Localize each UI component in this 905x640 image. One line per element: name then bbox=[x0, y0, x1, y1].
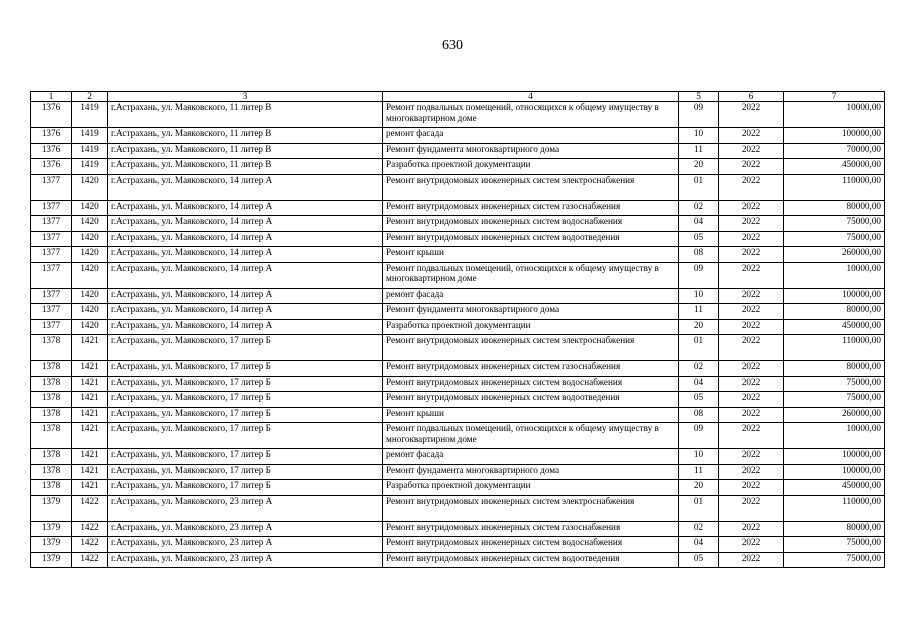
address-cell: г.Астрахань, ул. Маяковского, 14 литер А bbox=[108, 319, 383, 335]
work-code-cell: 20 bbox=[679, 480, 719, 496]
table-row bbox=[31, 521, 885, 537]
work-code-cell: 01 bbox=[679, 335, 719, 361]
table-row bbox=[31, 216, 885, 232]
record-number-cell: 1377 bbox=[31, 319, 72, 335]
address-cell: г.Астрахань, ул. Маяковского, 23 литер А bbox=[108, 495, 383, 521]
work-type-cell: Ремонт внутридомовых инженерных систем водоснабжения bbox=[383, 376, 679, 392]
address-cell: г.Астрахань, ул. Маяковского, 14 литер А bbox=[108, 247, 383, 263]
amount-cell: 75000,00 bbox=[784, 376, 885, 392]
record-number-cell: 1378 bbox=[31, 392, 72, 408]
address-cell: г.Астрахань, ул. Маяковского, 14 литер А bbox=[108, 262, 383, 288]
work-type-cell: Ремонт внутридомовых инженерных систем водоснабжения bbox=[383, 216, 679, 232]
year-cell: 2022 bbox=[719, 376, 784, 392]
house-id-cell: 1420 bbox=[72, 319, 108, 335]
work-code-cell: 04 bbox=[679, 216, 719, 232]
column-header: 4 bbox=[383, 92, 679, 102]
work-code-cell: 05 bbox=[679, 552, 719, 568]
work-code-cell: 11 bbox=[679, 304, 719, 320]
house-id-cell: 1420 bbox=[72, 262, 108, 288]
record-number-cell: 1377 bbox=[31, 200, 72, 216]
year-cell: 2022 bbox=[719, 102, 784, 128]
year-cell: 2022 bbox=[719, 200, 784, 216]
house-id-cell: 1421 bbox=[72, 423, 108, 449]
record-number-cell: 1378 bbox=[31, 480, 72, 496]
work-type-cell: Ремонт внутридомовых инженерных систем водоотведения bbox=[383, 392, 679, 408]
table-row bbox=[31, 495, 885, 521]
work-type-cell: Ремонт крыши bbox=[383, 247, 679, 263]
house-id-cell: 1422 bbox=[72, 552, 108, 568]
year-cell: 2022 bbox=[719, 464, 784, 480]
work-code-cell: 02 bbox=[679, 200, 719, 216]
work-code-cell: 09 bbox=[679, 102, 719, 128]
table-row bbox=[31, 537, 885, 553]
year-cell: 2022 bbox=[719, 495, 784, 521]
work-type-cell: Ремонт внутридомовых инженерных систем электроснабжения bbox=[383, 495, 679, 521]
address-cell: г.Астрахань, ул. Маяковского, 11 литер В bbox=[108, 128, 383, 144]
year-cell: 2022 bbox=[719, 449, 784, 465]
house-id-cell: 1420 bbox=[72, 174, 108, 200]
table-row bbox=[31, 262, 885, 288]
amount-cell: 450000,00 bbox=[784, 159, 885, 175]
table-row bbox=[31, 392, 885, 408]
address-cell: г.Астрахань, ул. Маяковского, 17 литер Б bbox=[108, 392, 383, 408]
work-code-cell: 20 bbox=[679, 159, 719, 175]
amount-cell: 75000,00 bbox=[784, 392, 885, 408]
table-row bbox=[31, 552, 885, 568]
work-code-cell: 01 bbox=[679, 495, 719, 521]
address-cell: г.Астрахань, ул. Маяковского, 17 литер Б bbox=[108, 376, 383, 392]
table-row bbox=[31, 231, 885, 247]
address-cell: г.Астрахань, ул. Маяковского, 11 литер В bbox=[108, 143, 383, 159]
work-code-cell: 08 bbox=[679, 407, 719, 423]
page-number: 630 bbox=[442, 38, 463, 53]
work-type-cell: Ремонт подвальных помещений, относящихся к общему имуществу в многоквартирном доме bbox=[383, 262, 679, 288]
work-type-cell: Ремонт внутридомовых инженерных систем электроснабжения bbox=[383, 174, 679, 200]
work-code-cell: 10 bbox=[679, 288, 719, 304]
record-number-cell: 1379 bbox=[31, 552, 72, 568]
year-cell: 2022 bbox=[719, 361, 784, 377]
column-header: 6 bbox=[719, 92, 784, 102]
table-row bbox=[31, 247, 885, 263]
address-cell: г.Астрахань, ул. Маяковского, 14 литер А bbox=[108, 231, 383, 247]
record-number-cell: 1379 bbox=[31, 521, 72, 537]
record-number-cell: 1378 bbox=[31, 407, 72, 423]
house-id-cell: 1421 bbox=[72, 376, 108, 392]
work-type-cell: Ремонт подвальных помещений, относящихся к общему имуществу в многоквартирном доме bbox=[383, 423, 679, 449]
year-cell: 2022 bbox=[719, 552, 784, 568]
house-id-cell: 1422 bbox=[72, 495, 108, 521]
house-id-cell: 1419 bbox=[72, 159, 108, 175]
column-header: 2 bbox=[72, 92, 108, 102]
column-header: 1 bbox=[31, 92, 72, 102]
address-cell: г.Астрахань, ул. Маяковского, 17 литер Б bbox=[108, 464, 383, 480]
table-row bbox=[31, 361, 885, 377]
amount-cell: 80000,00 bbox=[784, 521, 885, 537]
house-id-cell: 1421 bbox=[72, 407, 108, 423]
house-id-cell: 1420 bbox=[72, 288, 108, 304]
record-number-cell: 1376 bbox=[31, 128, 72, 144]
record-number-cell: 1378 bbox=[31, 335, 72, 361]
amount-cell: 110000,00 bbox=[784, 495, 885, 521]
year-cell: 2022 bbox=[719, 319, 784, 335]
work-code-cell: 01 bbox=[679, 174, 719, 200]
table-row bbox=[31, 464, 885, 480]
amount-cell: 75000,00 bbox=[784, 552, 885, 568]
work-code-cell: 11 bbox=[679, 143, 719, 159]
work-code-cell: 02 bbox=[679, 361, 719, 377]
work-type-cell: ремонт фасада bbox=[383, 128, 679, 144]
amount-cell: 10000,00 bbox=[784, 423, 885, 449]
address-cell: г.Астрахань, ул. Маяковского, 11 литер В bbox=[108, 102, 383, 128]
work-code-cell: 20 bbox=[679, 319, 719, 335]
work-type-cell: Ремонт фундамента многоквартирного дома bbox=[383, 143, 679, 159]
amount-cell: 110000,00 bbox=[784, 335, 885, 361]
year-cell: 2022 bbox=[719, 423, 784, 449]
amount-cell: 10000,00 bbox=[784, 262, 885, 288]
year-cell: 2022 bbox=[719, 174, 784, 200]
year-cell: 2022 bbox=[719, 480, 784, 496]
house-id-cell: 1421 bbox=[72, 480, 108, 496]
record-number-cell: 1377 bbox=[31, 247, 72, 263]
address-cell: г.Астрахань, ул. Маяковского, 14 литер А bbox=[108, 288, 383, 304]
work-type-cell: ремонт фасада bbox=[383, 288, 679, 304]
house-id-cell: 1420 bbox=[72, 304, 108, 320]
work-type-cell: Ремонт внутридомовых инженерных систем водоотведения bbox=[383, 231, 679, 247]
work-type-cell: Разработка проектной документации bbox=[383, 480, 679, 496]
address-cell: г.Астрахань, ул. Маяковского, 17 литер Б bbox=[108, 449, 383, 465]
work-type-cell: Ремонт внутридомовых инженерных систем газоснабжения bbox=[383, 521, 679, 537]
amount-cell: 100000,00 bbox=[784, 128, 885, 144]
house-id-cell: 1421 bbox=[72, 392, 108, 408]
year-cell: 2022 bbox=[719, 407, 784, 423]
record-number-cell: 1379 bbox=[31, 537, 72, 553]
amount-cell: 450000,00 bbox=[784, 480, 885, 496]
amount-cell: 260000,00 bbox=[784, 407, 885, 423]
amount-cell: 75000,00 bbox=[784, 537, 885, 553]
work-type-cell: Разработка проектной документации bbox=[383, 159, 679, 175]
record-number-cell: 1378 bbox=[31, 361, 72, 377]
record-number-cell: 1376 bbox=[31, 159, 72, 175]
work-type-cell: Ремонт крыши bbox=[383, 407, 679, 423]
record-number-cell: 1378 bbox=[31, 449, 72, 465]
work-code-cell: 10 bbox=[679, 449, 719, 465]
house-id-cell: 1420 bbox=[72, 200, 108, 216]
table-row bbox=[31, 200, 885, 216]
repair-register-table bbox=[30, 91, 885, 568]
work-type-cell: Ремонт внутридомовых инженерных систем электроснабжения bbox=[383, 335, 679, 361]
house-id-cell: 1420 bbox=[72, 247, 108, 263]
house-id-cell: 1419 bbox=[72, 143, 108, 159]
record-number-cell: 1376 bbox=[31, 102, 72, 128]
work-type-cell: Ремонт внутридомовых инженерных систем водоснабжения bbox=[383, 537, 679, 553]
work-type-cell: Ремонт внутридомовых инженерных систем газоснабжения bbox=[383, 200, 679, 216]
table-row bbox=[31, 159, 885, 175]
record-number-cell: 1377 bbox=[31, 304, 72, 320]
address-cell: г.Астрахань, ул. Маяковского, 23 литер А bbox=[108, 521, 383, 537]
table-row bbox=[31, 480, 885, 496]
work-code-cell: 05 bbox=[679, 231, 719, 247]
house-id-cell: 1421 bbox=[72, 464, 108, 480]
column-number-row bbox=[31, 92, 885, 102]
house-id-cell: 1422 bbox=[72, 537, 108, 553]
work-code-cell: 09 bbox=[679, 262, 719, 288]
record-number-cell: 1377 bbox=[31, 231, 72, 247]
amount-cell: 100000,00 bbox=[784, 288, 885, 304]
year-cell: 2022 bbox=[719, 262, 784, 288]
amount-cell: 10000,00 bbox=[784, 102, 885, 128]
amount-cell: 75000,00 bbox=[784, 216, 885, 232]
table-header bbox=[31, 92, 885, 102]
record-number-cell: 1379 bbox=[31, 495, 72, 521]
table-row bbox=[31, 376, 885, 392]
address-cell: г.Астрахань, ул. Маяковского, 23 литер А bbox=[108, 537, 383, 553]
amount-cell: 80000,00 bbox=[784, 304, 885, 320]
column-header: 7 bbox=[784, 92, 885, 102]
year-cell: 2022 bbox=[719, 521, 784, 537]
house-id-cell: 1420 bbox=[72, 231, 108, 247]
amount-cell: 80000,00 bbox=[784, 361, 885, 377]
table-row bbox=[31, 304, 885, 320]
table-row bbox=[31, 128, 885, 144]
house-id-cell: 1422 bbox=[72, 521, 108, 537]
table-row bbox=[31, 102, 885, 128]
table-row bbox=[31, 449, 885, 465]
work-type-cell: Разработка проектной документации bbox=[383, 319, 679, 335]
table-row bbox=[31, 407, 885, 423]
year-cell: 2022 bbox=[719, 288, 784, 304]
record-number-cell: 1378 bbox=[31, 423, 72, 449]
year-cell: 2022 bbox=[719, 159, 784, 175]
address-cell: г.Астрахань, ул. Маяковского, 17 литер Б bbox=[108, 361, 383, 377]
house-id-cell: 1419 bbox=[72, 128, 108, 144]
house-id-cell: 1420 bbox=[72, 216, 108, 232]
table-row bbox=[31, 335, 885, 361]
year-cell: 2022 bbox=[719, 335, 784, 361]
record-number-cell: 1377 bbox=[31, 174, 72, 200]
year-cell: 2022 bbox=[719, 537, 784, 553]
year-cell: 2022 bbox=[719, 216, 784, 232]
house-id-cell: 1421 bbox=[72, 361, 108, 377]
table-row bbox=[31, 319, 885, 335]
work-code-cell: 04 bbox=[679, 537, 719, 553]
amount-cell: 110000,00 bbox=[784, 174, 885, 200]
work-type-cell: ремонт фасада bbox=[383, 449, 679, 465]
amount-cell: 75000,00 bbox=[784, 231, 885, 247]
year-cell: 2022 bbox=[719, 231, 784, 247]
work-type-cell: Ремонт внутридомовых инженерных систем газоснабжения bbox=[383, 361, 679, 377]
record-number-cell: 1377 bbox=[31, 262, 72, 288]
address-cell: г.Астрахань, ул. Маяковского, 14 литер А bbox=[108, 304, 383, 320]
address-cell: г.Астрахань, ул. Маяковского, 17 литер Б bbox=[108, 335, 383, 361]
amount-cell: 450000,00 bbox=[784, 319, 885, 335]
year-cell: 2022 bbox=[719, 304, 784, 320]
table-row bbox=[31, 174, 885, 200]
amount-cell: 260000,00 bbox=[784, 247, 885, 263]
column-header: 3 bbox=[108, 92, 383, 102]
work-type-cell: Ремонт фундамента многоквартирного дома bbox=[383, 464, 679, 480]
address-cell: г.Астрахань, ул. Маяковского, 17 литер Б bbox=[108, 407, 383, 423]
work-code-cell: 04 bbox=[679, 376, 719, 392]
amount-cell: 70000,00 bbox=[784, 143, 885, 159]
amount-cell: 80000,00 bbox=[784, 200, 885, 216]
address-cell: г.Астрахань, ул. Маяковского, 14 литер А bbox=[108, 200, 383, 216]
address-cell: г.Астрахань, ул. Маяковского, 11 литер В bbox=[108, 159, 383, 175]
column-header: 5 bbox=[679, 92, 719, 102]
table-row bbox=[31, 143, 885, 159]
work-code-cell: 11 bbox=[679, 464, 719, 480]
year-cell: 2022 bbox=[719, 128, 784, 144]
year-cell: 2022 bbox=[719, 247, 784, 263]
table-body bbox=[31, 102, 885, 568]
record-number-cell: 1378 bbox=[31, 376, 72, 392]
house-id-cell: 1421 bbox=[72, 335, 108, 361]
work-code-cell: 10 bbox=[679, 128, 719, 144]
address-cell: г.Астрахань, ул. Маяковского, 17 литер Б bbox=[108, 480, 383, 496]
address-cell: г.Астрахань, ул. Маяковского, 14 литер А bbox=[108, 174, 383, 200]
amount-cell: 100000,00 bbox=[784, 449, 885, 465]
record-number-cell: 1376 bbox=[31, 143, 72, 159]
house-id-cell: 1421 bbox=[72, 449, 108, 465]
address-cell: г.Астрахань, ул. Маяковского, 23 литер А bbox=[108, 552, 383, 568]
address-cell: г.Астрахань, ул. Маяковского, 17 литер Б bbox=[108, 423, 383, 449]
work-code-cell: 08 bbox=[679, 247, 719, 263]
table-row bbox=[31, 288, 885, 304]
work-code-cell: 02 bbox=[679, 521, 719, 537]
work-code-cell: 09 bbox=[679, 423, 719, 449]
work-type-cell: Ремонт подвальных помещений, относящихся к общему имуществу в многоквартирном доме bbox=[383, 102, 679, 128]
record-number-cell: 1377 bbox=[31, 216, 72, 232]
year-cell: 2022 bbox=[719, 392, 784, 408]
table-row bbox=[31, 423, 885, 449]
year-cell: 2022 bbox=[719, 143, 784, 159]
house-id-cell: 1419 bbox=[72, 102, 108, 128]
amount-cell: 100000,00 bbox=[784, 464, 885, 480]
record-number-cell: 1378 bbox=[31, 464, 72, 480]
address-cell: г.Астрахань, ул. Маяковского, 14 литер А bbox=[108, 216, 383, 232]
work-type-cell: Ремонт фундамента многоквартирного дома bbox=[383, 304, 679, 320]
work-code-cell: 05 bbox=[679, 392, 719, 408]
work-type-cell: Ремонт внутридомовых инженерных систем водоотведения bbox=[383, 552, 679, 568]
record-number-cell: 1377 bbox=[31, 288, 72, 304]
